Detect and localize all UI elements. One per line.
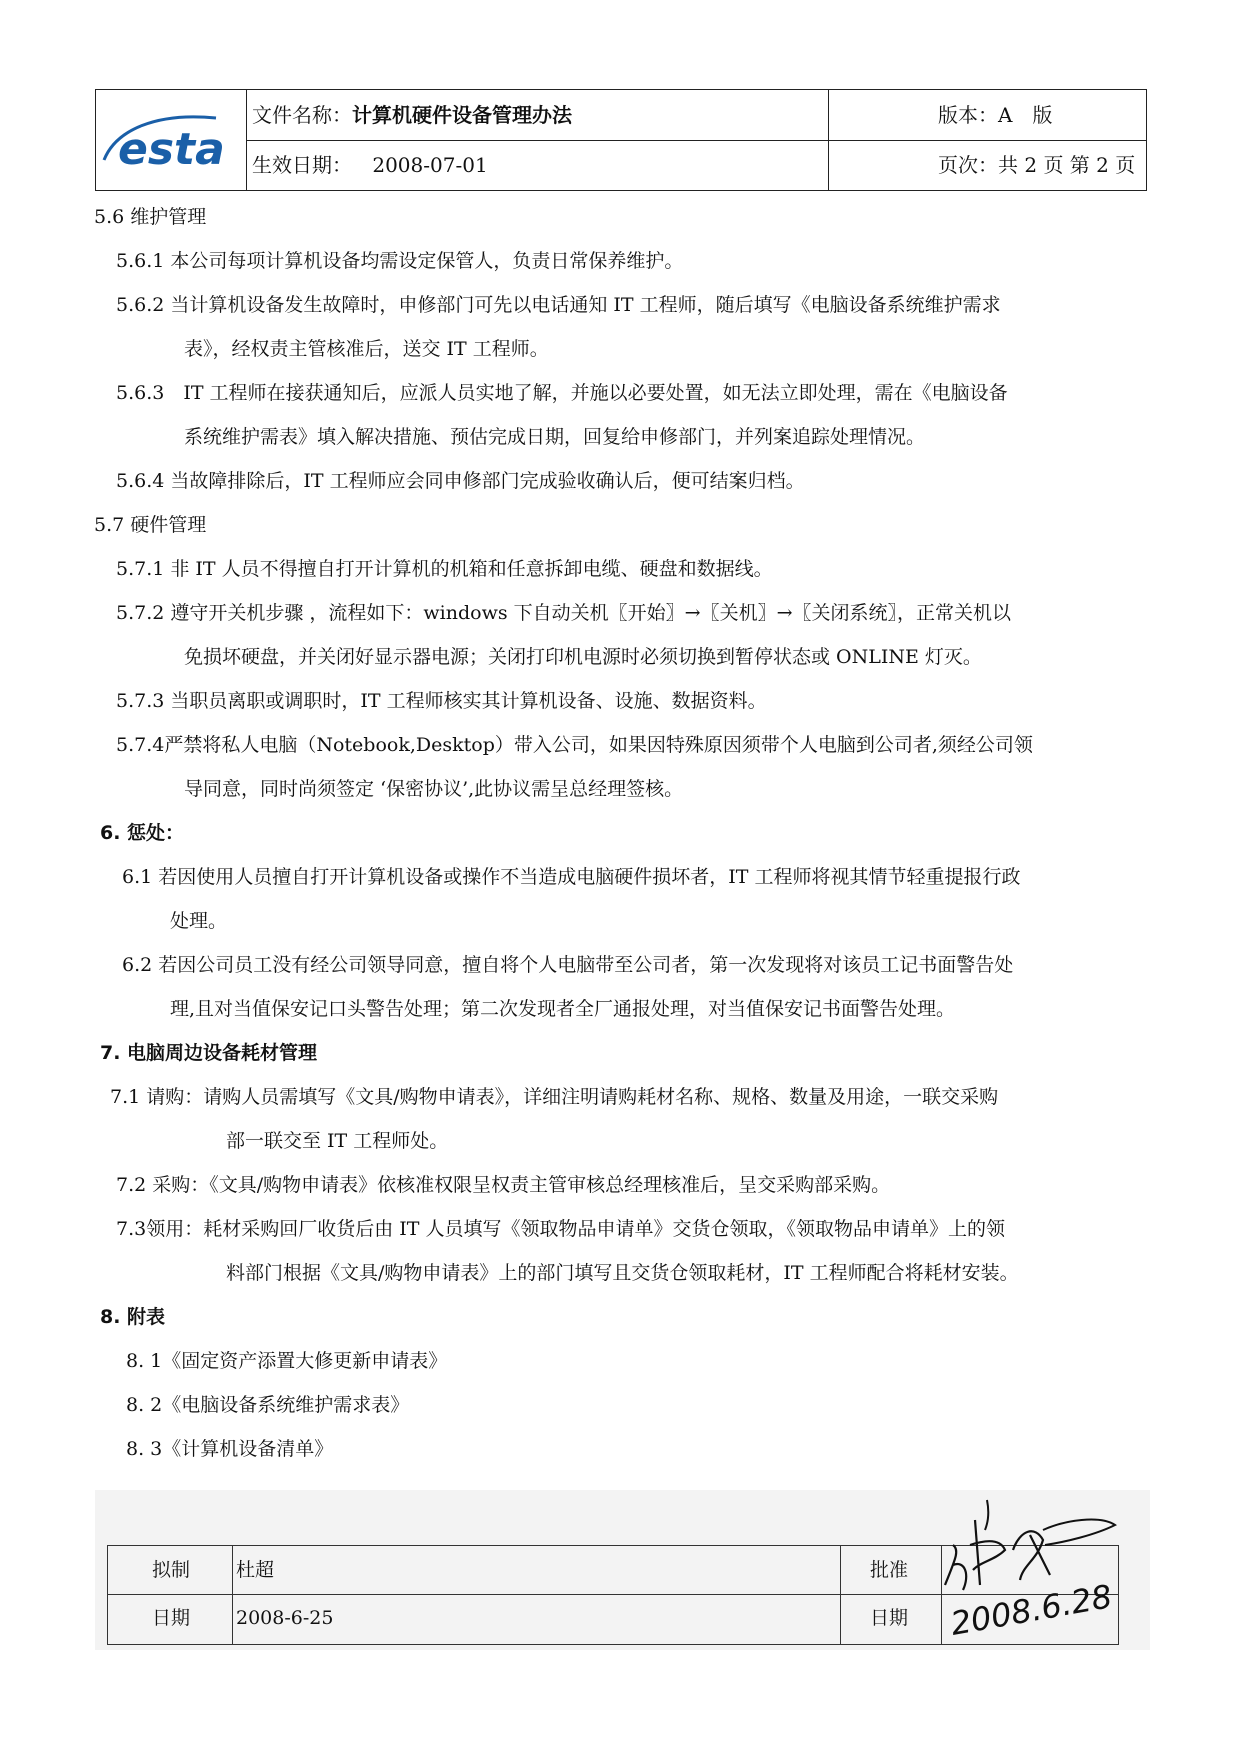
approved-date-label: 日期 [870,1607,909,1629]
clause-5-6-3-cont: 系统维护需表》填入解决措施、预估完成日期，回复给申修部门，并列案追踪处理情况。 [184,426,926,448]
section-7-heading: 7. 电脑周边设备耗材管理 [100,1042,318,1064]
header-col-divider [828,90,829,190]
file-name-label: 文件名称： [252,103,352,127]
clause-5-6-4: 5.6.4 当故障排除后，IT 工程师应会同申修部门完成验收确认后，便可结案归档。 [116,470,805,492]
clause-5-6-2: 5.6.2 当计算机设备发生故障时，申修部门可先以电话通知 IT 工程师，随后填写《电脑设备系统维护需求 [116,294,1001,316]
effective-date-cell [246,140,488,190]
signoff-col-divider-2 [840,1546,841,1644]
section-5-7-heading: 5.7 硬件管理 [94,514,207,536]
clause-5-7-3: 5.7.3 当职员离职或调职时，IT 工程师核实其计算机设备、设施、数据资料。 [116,690,767,712]
approved-date: 2008.6.28 [947,1577,1115,1643]
clause-5-6-1: 5.6.1 本公司每项计算机设备均需设定保管人，负责日常保养维护。 [116,250,684,272]
appendix-8-2: 8. 2《电脑设备系统维护需求表》 [126,1394,410,1416]
appendix-8-1: 8. 1《固定资产添置大修更新申请表》 [126,1350,448,1372]
clause-7-1: 7.1 请购：请购人员需填写《文具/购物申请表》，详细注明请购耗材名称、规格、数量及用途，一联交采购 [110,1086,999,1108]
clause-5-7-4-cont: 导同意，同时尚须签定 ‘保密协议’,此协议需呈总经理签核。 [184,778,684,800]
document-header-table [95,89,1147,191]
clause-5-7-1: 5.7.1 非 IT 人员不得擅自打开计算机的机箱和任意拆卸电缆、硬盘和数据线。 [116,558,773,580]
version: 版本：A 版 [938,103,1053,127]
logo-text: esta [118,124,225,175]
approved-label: 批准 [870,1559,909,1581]
clause-5-6-2-cont: 表》，经权责主管核准后，送交 IT 工程师。 [184,338,549,360]
clause-5-7-4: 5.7.4严禁将私人电脑（Notebook,Desktop）带入公司，如果因特殊原因须带个人电脑到公司者,须经公司领 [116,734,1033,756]
clause-6-2-cont: 理,且对当值保安记口头警告处理；第二次发现者全厂通报处理，对当值保安记书面警告处理。 [170,998,956,1020]
company-logo [96,90,247,190]
signoff-col-divider-1 [232,1546,233,1644]
prepared-date: 2008-6-25 [236,1607,334,1629]
clause-5-6-3: 5.6.3 IT 工程师在接获通知后，应派人员实地了解，并施以必要处置，如无法立即处理，需在《电脑设备 [116,382,1008,404]
approver-signature-icon [925,1490,1145,1650]
clause-5-7-2: 5.7.2 遵守开关机步骤 ，流程如下：windows 下自动关机〖开始〗→〖关机〗→〖关闭系统〗，正常关机以 [116,602,1011,624]
signoff-area [95,1490,1150,1650]
clause-7-1-cont: 部一联交至 IT 工程师处。 [226,1130,449,1152]
clause-6-1: 6.1 若因使用人员擅自打开计算机设备或操作不当造成电脑硬件损坏者，IT 工程师将视其情节轻重提报行政 [122,866,1021,888]
section-5-6-heading: 5.6 维护管理 [94,206,207,228]
clause-7-3-cont: 料部门根据《文具/购物申请表》上的部门填写且交货仓领取耗材，IT 工程师配合将耗材安装。 [226,1262,1019,1284]
esta-logo-icon [96,90,246,190]
section-6-heading: 6. 惩处： [100,822,185,844]
clause-7-2: 7.2 采购：《文具/购物申请表》依核准权限呈权责主管审核总经理核准后，呈交采购部采购。 [116,1174,891,1196]
clause-5-7-2-cont: 免损坏硬盘，并关闭好显示器电源；关闭打印机电源时必须切换到暂停状态或 ONLINE 灯灭。 [184,646,982,668]
appendix-8-3: 8. 3《计算机设备清单》 [126,1438,334,1460]
prepared-label: 拟制 [152,1559,191,1581]
clause-6-2: 6.2 若因公司员工没有经公司领导同意，擅自将个人电脑带至公司者，第一次发现将对该员工记书面警告处 [122,954,1014,976]
file-name-cell [246,90,572,140]
effective-date: 2008-07-01 [372,153,488,177]
file-name: 计算机硬件设备管理办法 [352,103,572,127]
clause-6-1-cont: 处理。 [170,910,228,932]
page-count: 页次：共 2 页 第 2 页 [938,153,1136,177]
section-8-heading: 8. 附表 [100,1306,166,1328]
effective-date-label: 生效日期： [252,153,352,177]
prepared-date-label: 日期 [152,1607,191,1629]
prepared-by: 杜超 [236,1559,275,1581]
clause-7-3: 7.3领用：耗材采购回厂收货后由 IT 人员填写《领取物品申请单》交货仓领取，《领取物品申请单》上的领 [116,1218,1005,1240]
